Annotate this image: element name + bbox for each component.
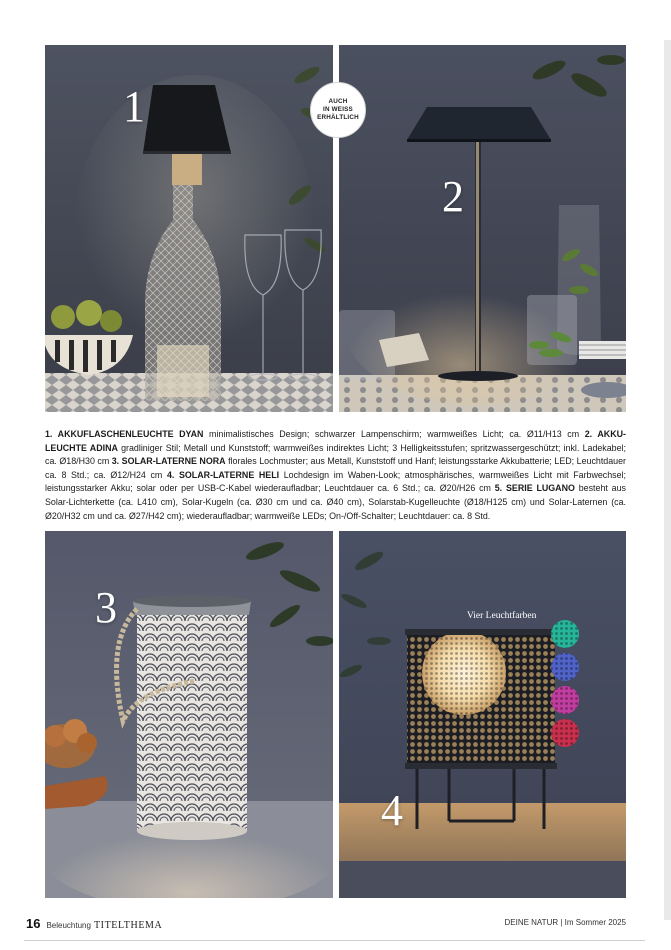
caption-text-3: florales Lochmuster; aus Metall, Kunststoff und Hanf; leistungsstarke Akkubatterie; LED; Leuchtdauer ca. 8 Std.; ca. Ø12/H24 cm — [45, 456, 626, 480]
photo-solar-lantern-nora — [45, 531, 333, 898]
magazine-issue: DEINE NATUR | Im Sommer 2025 — [504, 918, 626, 927]
photo-number-3: 3 — [95, 583, 117, 632]
page-number: 16 — [26, 916, 41, 931]
photo-bottle-lamp — [45, 45, 333, 412]
photo-number-1: 1 — [123, 82, 145, 131]
badge-line-2: IN WEISS — [323, 106, 353, 114]
caption-text-1: minimalistisches Design; schwarzer Lampenschirm; warmweißes Licht; ca. Ø11/H13 cm — [203, 429, 585, 439]
badge-line-3: ERHÄLTLICH — [317, 113, 359, 121]
caption-text-4: Lochdesign im Waben-Look; atmosphärisches, warmweißes Licht mit Farbwechsel; leistungsstarker Akku; solar oder per USB-C-Kabel wiederaufladbar; Leuchtdauer ca. 6 Std.; ca. Ø20/H26 cm — [45, 469, 626, 494]
caption-title-1: 1. AKKUFLASCHENLEUCHTE DYAN — [45, 429, 204, 439]
caption-text-5: besteht aus Solar-Lichterkette (ca. L410 cm), Solar-Kugeln (ca. Ø30 cm und ca. Ø40 cm), Solarstab-Kugelleuchte (Ø18/H125 cm) und Solar-Laternen (ca. Ø20/H32 cm und ca. Ø27/H42 cm); wiederaufladbar; warmweiße LEDs; On-/Off-Schalter; Leuchtdauer: ca. 8 Std. — [45, 483, 626, 521]
section-topic: TITELTHEMA — [93, 920, 163, 931]
footer-rule — [24, 940, 645, 941]
badge-line-1: AUCH — [328, 98, 348, 106]
caption-title-5: 5. SERIE LUGANO — [494, 483, 575, 494]
page-footer-left — [26, 916, 162, 931]
caption-title-3: 3. SOLAR-LATERNE NORA — [111, 456, 226, 467]
caption-text-2: gradliniger Stil; Metall und Kunststoff; warmweißes indirektes Licht; 3 Helligkeitsstufen; spritzwassergeschützt; inkl. Ladekabel; ca. Ø18/H30 cm — [45, 442, 626, 467]
caption-title-4: 4. SOLAR-LATERNE HELI — [166, 469, 280, 480]
product-caption — [45, 428, 626, 523]
photo-number-2: 2 — [442, 172, 464, 221]
photo-table-lamp — [339, 45, 626, 412]
photo-number-4: 4 — [381, 786, 403, 835]
section-name: Beleuchtung — [46, 921, 91, 930]
white-version-badge — [310, 82, 366, 138]
photo-solar-lantern-heli — [339, 531, 626, 898]
next-page-edge — [664, 40, 671, 920]
caption-title-2: 2. AKKU-LEUCHTE ADINA — [45, 429, 626, 453]
color-options-label: Vier Leuchtfarben — [467, 611, 537, 621]
